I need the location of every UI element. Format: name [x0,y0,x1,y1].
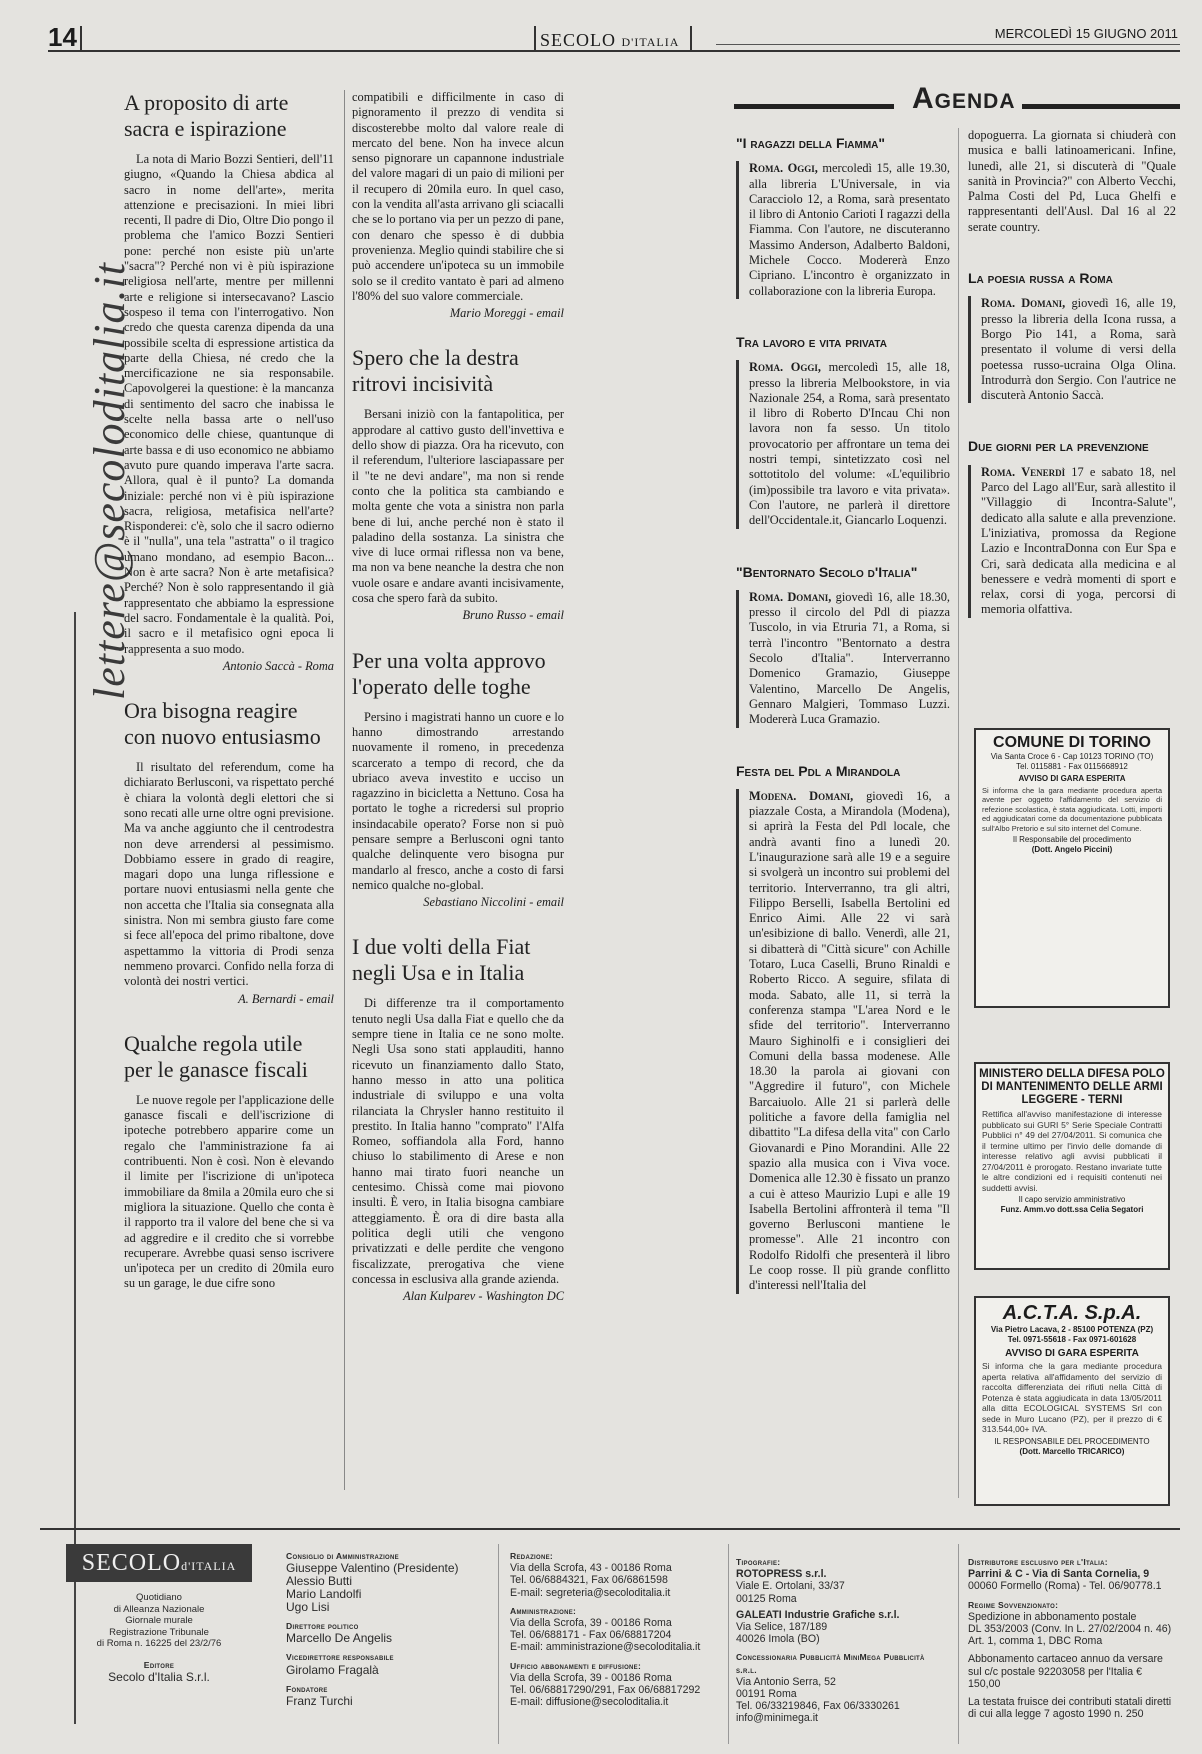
letter-article-continued [352,90,564,321]
article-body: Persino i magistrati hanno un cuore e lo hanno dimostrando arrestando nuovamente il romeno, in precedenza scarcerato a tempo di record, che da ubriaco aveva investito e ucciso un ragazzino in bicicletta a Nettuno. Cosa ha portato le toghe a ricredersi sul proprio insindacabile operato? Forse non si può pensare sempre a Berlusconi ogni tanto qualche delinquente vero bisogna pur mandarlo al fresco, anche a costo di farsi nemico qualche no-global. [352,709,564,892]
agenda-text: mercoledì 15, alle 18, presso la libreria Melbookstore, in via Nazionale 254, a Roma, sarà presentato il libro di Roberto D'Incau Chi non lavora non fa sesso. Un titolo provocatorio per affrontare un tema dei nostri tempi, sintetizzato così nel sottotitolo del volume: «L'equilibrio (im)possibile tra lavoro e vita privata». Con l'autore, ne parlerà il direttore dell'Occidentale.it, Giancarlo Loquenzi. [749,360,950,528]
agenda-column-1 [736,136,950,1330]
colophon-staff [286,1550,486,1708]
agenda-column-2 [968,128,1176,654]
colophon-value: 00191 Roma [736,1688,797,1701]
header-rule [48,50,1180,52]
column-rule [344,90,345,1490]
colophon-value: info@minimega.it [736,1712,818,1725]
article-title: Per una volta approvo l'operato delle toghe [352,647,546,699]
colophon-value: 00060 Formello (Roma) - Tel. 06/90778.1 [968,1580,1162,1593]
article-body: La nota di Mario Bozzi Sentieri, dell'11 giugno, «Quando la Chiesa abdica al sacro in nome dell'arte», merita attenzione e precisazioni. In miei libri recenti, Il padre di Dio, Oltre Dio pongo il problema che l'amico Bozzi Sentieri pone: perché non esiste più un'arte "sacra"? Perché non vi è più ispirazione religiosa nell'arte, mentre per millenni arte e religione si intersecavano? Lascio sospeso il tema con l'interrogativo. Non credo che questa carenza dipenda da una possibile scelta di espressione artistica da parte della Chiesa, né credo che la mercificazione ne sia responsabile. Capovolgerei la questione: è la mancanza di sentimento del sacro che inabissa le scelte nella bassa arte o nell'uso economico delle chiese, quantunque di arte bassa e di uso economico ne abbiamo avuto pure quando imperava l'arte sacra. Allora, qual è il punto? La domanda iniziale: perché non vi è più ispirazione sacra, religiosa, metafisica nell'arte? Risponderei: c'è, solo che il sacro odierno è il "nulla", una tela "astratta" o il tragico umano mondano, ad esempio Bacon... Non è arte sacra? Non è arte metafisica? Perché? Non è solo rappresentando il già rappresentato che abbiamo la espressione del sacro. Fondamentale è la qualità. Poi, il sacro e il metafisico ogni epoca li rappresenta a suo modo. [124,152,334,656]
agenda-text: 17 e sabato 18, nel Parco del Lago all'Eur, sarà allestito il "Villaggio di Incontra-Salute", dedicato alla salute e alla prevenzione. L'iniziativa, promossa da Regione Lazio e IncontraDonna con Eur Spa e Cri, sarà dedicata alla medicina e al benessere e vedrà momenti di sport e relax, corsi di yoga, percorsi di memoria olfattiva. [981,464,1176,617]
colophon-value: Mario Landolfi [286,1587,362,1602]
article-signature: A. Bernardi - email [238,991,334,1006]
ad-footer: Il Responsabile del procedimento [1012,835,1132,845]
header-rule [716,44,1180,45]
agenda-item [736,136,950,299]
colophon-value: Via della Scrofa, 39 - 00186 Roma [510,1671,672,1684]
agenda-item-heading: Due giorni per la prevenzione [968,438,1149,455]
ad-title: COMUNE DI TORINO [993,734,1151,751]
ad-signatory: (Dott. Marcello TRICARICO) [1019,1446,1125,1456]
article-title: Spero che la destra ritrovi incisività [352,345,519,397]
agenda-rule [734,104,894,109]
agenda-item-heading: La poesia russa a Roma [968,270,1113,287]
section-brand [38,90,134,740]
ad-address: Via Santa Croce 6 - Cap 10123 TORINO (TO) [990,752,1154,761]
ad-body: Si informa che la gara mediante procedura aperta avente per oggetto l'affidamento del servizio di refezione scolastica, è stata aggiudicata. Lotti, importi ed aggiudicatari come da documentazione pubblicata sull'Albo Pretorio e sul sito internet del Comune. [982,786,1162,833]
colophon-tagline [66,1592,252,1684]
letters-column-2 [352,90,564,1328]
agenda-place: Roma. [981,296,1016,311]
ad-phone: Tel. 0115881 - Fax 0115668912 [1016,762,1128,771]
article-body: Di differenze tra il comportamento tenuto negli Usa dalla Fiat e quello che da sempre tiene in Italia ce ne sono molte. Negli Usa sono stati applauditi, hanno ricevuto un finanziamento dallo Stato, hanno messo in atto una politica industriale di sviluppo e una volta rilanciata la Chrysler hanno restituito il prestito. In Italia hanno "comprato" l'Alfa Romeo, soffiandola alla Ford, hanno chiuso lo stabilimento di Arese e non hanno mai tirato fuori neanche un centesimo. Chissà come mai piovono insulti. È vero, in Italia bisogna cambiare atteggiamento. È ora di dire basta alla politica degli utili che vengono privatizzati e delle perdite che vengono fiscalizzate, prerogativa che viene concessa in esclusiva alla grande azienda. [352,996,564,1286]
agenda-text: mercoledì 15, alle 19.30, alla libreria L'Universale, in via Caracciolo 12, a Roma, sarà presentato il libro di Antonio Carioti I ragazzi della Fiamma. Con l'autore, ne discuteranno Massimo Anderson, Adalberto Baldoni, Michele Cocco. Modererà Enzo Cipriano. L'incontro è organizzato in collaborazione con la libreria Europa. [749,161,950,298]
legal-notice-ad [974,1062,1170,1270]
header-divider [80,26,82,52]
agenda-item [736,565,950,728]
colophon-label: Direttore politico [286,1621,359,1632]
colophon-value: Tel. 06/688171 - Fax 06/68817204 [510,1629,672,1642]
agenda-item [968,439,1176,617]
header-divider [534,26,536,52]
colophon-printing [736,1556,946,1725]
agenda-text: giovedì 16, alle 18.30, presso il circolo del Pdl di piazza Tuscolo, in via Etruria 71, a Roma, si terrà l'incontro "Bentornato a destra Secolo d'Italia". Interverranno Domenico Gramazio, Giuseppe Valentino, Marcello De Angelis, Gennaro Malgieri, Tommaso Luzzi. Modererà Luca Gramazio. [749,589,950,727]
agenda-place: Modena. [749,788,797,803]
colophon-value: Art. 1, comma 1, DBC Roma [968,1635,1103,1648]
tagline-line: Quotidiano [136,1592,182,1603]
colophon-value: E-mail: segreteria@secoloditalia.it [510,1586,671,1599]
colophon-label: Vicedirettore responsabile [286,1652,394,1663]
article-signature: Mario Moreggi - email [449,306,564,321]
colophon-value: Tel. 06/68817290/291, Fax 06/68817292 [510,1684,701,1697]
article-body: Bersani iniziò con la fantapolitica, per approdare al cattivo gusto dell'invettiva e dello show di piazza. Ora ha ricevuto, con il referendum, l'ulteriore lasciapassare per il "te ne devi andare", ma non si rende conto che la politica sta cambiando e molta gente che vota a sinistra non parla bene di lui, anche perché non è stato il paladino della sostanza. La sinistra che vive di luce ormai riflessa non va bene, ma non va bene neanche la destra che non vuole osare e andare avanti incisivamente, cosa che spero farà da subito. [352,407,564,606]
ad-title: A.C.T.A. S.p.A. [1002,1302,1142,1324]
ad-subtitle: AVVISO DI GARA ESPERITA [1018,774,1126,783]
article-title: I due volti della Fiat negli Usa e in Italia [352,934,531,986]
article-signature: Antonio Saccà - Roma [222,658,334,673]
colophon-value: Viale E. Ortolani, 33/37 [736,1580,845,1593]
tagline-line: di Roma n. 16225 del 23/2/76 [96,1638,222,1649]
agenda-when: Domani, [787,589,832,604]
ad-body: Rettifica all'avviso manifestazione di interesse pubblicato sui GURI 5° Serie Speciale Contratti Pubblici n° 49 del 27/04/2011. Si comunica che il termine ultimo per l'invio delle domande di interesse relativo agli avvisi pubblicati il 27/04/2011 è prorogato. Restano invariate tutte le altre condizioni ed i requisiti contenuti nei suddetti avvisi. [982,1109,1162,1193]
colophon-label: Ufficio abbonamenti e diffusione: [510,1660,642,1671]
colophon-label: Tipografie: [736,1557,781,1567]
agenda-title: Agenda [912,82,1016,115]
agenda-when: Domani, [1021,296,1066,311]
colophon-value: Tel. 06/33219846, Fax 06/3330261 [736,1700,900,1713]
colophon-label: Regime Sovvenzionato: [968,1599,1059,1610]
agenda-item [968,271,1176,403]
footer-rule [40,1528,1180,1530]
agenda-item [736,335,950,529]
agenda-text: giovedì 16, alle 19, presso la libreria della Icona russa, a Borgo Pio 141, a Roma, sarà presentato il volume di versi della poetessa russo-ucraina Olga Olina. Introdurrà don Sergio. Con l'autrice ne discuterà Antonio Saccà. [981,296,1176,403]
ad-subtitle: AVVISO DI GARA ESPERITA [1005,1348,1139,1359]
colophon-value: E-mail: amministrazione@secoloditalia.it [510,1641,701,1654]
ad-footer: IL RESPONSABILE DEL PROCEDIMENTO [994,1436,1150,1446]
agenda-item-continued [968,128,1176,235]
agenda-when: Oggi, [790,360,821,375]
article-title: Ora bisogna reagire con nuovo entusiasmo [124,698,321,750]
letter-article [124,1031,334,1292]
agenda-place: Roma. [981,464,1016,479]
colophon-label: Fondatore [286,1683,328,1694]
colophon-value: Via della Scrofa, 39 - 00186 Roma [510,1617,672,1630]
article-body: Il risultato del referendum, come ha dichiarato Berlusconi, va rispettato perché è chiara la volontà degli elettori che si sono recati alle urne oltre ogni previsione. Ma va anche aggiunto che il centrodestra non deve arrendersi al pessimismo. Dobbiamo essere in grado di reagire, magari dopo una lunga riflessione e portare nuovi entusiasmi nella gente che non accetta che l'Italia sia consegnata alla sinistra. Non mi sembra giusto fare come si fece all'epoca del primo ribaltone, dove aspettammo la vittoria di Prodi senza nemmeno provarci. Confido nella forza di volontà dei nostri vertici. [124,760,334,989]
article-signature: Alan Kulparev - Washington DC [403,1289,564,1304]
agenda-item-heading: Tra lavoro e vita privata [736,333,887,350]
agenda-text: giovedì 16, a piazzale Costa, a Mirandola (Modena), si aprirà la Festa del Pdl locale, che andrà avanti fino a lunedì 20. L'inaugurazione sarà alle 19 e a seguire si svolgerà un incontro sui problemi del territorio. Interverranno, tra gli altri, Filippo Berselli, Isabella Bertolini ed Enrico Aimi. Alle 22 vi sarà un'esibizione di ballo. Venerdì, alle 21, si dibatterà di "Città sicure" con Achille Totaro, Luca Caselli, Bruno Rinaldi e Roberto Ricco. A seguire, sfilata di moda. Sabato, alle 11, si terrà la conferenza stampa "L'area Nord e le sfide del territorio". Interverranno Mauro Sighinolfi e i consiglieri dei Comuni della bassa modenese. Alle 18.30 la parola ai giovani con "Aggredire il futuro", con Michele Barcaiuolo. Alle 21 si parlerà delle politiche a favore della famiglia nel dibattito "La difesa della vita" con Carlo Giovanardi e Pino Morandini. Alle 22 spazio alla musica con i Viva voce. Domenica alle 12.30 è fissato un pranzo a cui è atteso Maurizio Lupi e alle 19 Isabella Bertolini affronterà il tema "Il governo Berlusconi mantiene le promesse". Alle 21 incontro con Rodolfo Ridolfi che presenterà il libro Le coop rosse. Il più grande conflitto d'interessi nell'Italia del [749,788,950,1293]
article-body: Le nuove regole per l'applicazione delle ganasce fiscali e dell'iscrizione di ipoteche potrebbero apparire come un regalo che l'amministrazione fa ai contribuenti. Non è così. Non è elevando il limite per l'iscrizione di un'ipoteca immobiliare da 8mila a 20mila euro che si migliora la situazione. Quello che conta è il rapporto tra il valore del bene che si va ad aggredire e il credito che si vorrebbe recuperare. Avrebbe quasi senso iscrivere un'ipoteca per un credito di 20mila euro su un garage, le due cifre sono [124,1092,334,1291]
letter-article [352,345,564,623]
agenda-place: Roma. [749,161,784,176]
colophon-label: Distributore esclusivo per l'Italia: [968,1557,1108,1567]
legal-notice-ad [974,1296,1170,1506]
footer-divider [728,1544,729,1744]
colophon-value: Parrini & C - Via di Santa Cornelia, 9 [968,1568,1150,1581]
colophon-value: Via Antonio Serra, 52 [736,1675,836,1688]
article-signature: Sebastiano Niccolini - email [423,895,564,910]
header-divider [690,26,692,52]
agenda-item-heading: "Bentornato Secolo d'Italia" [736,563,918,580]
footer-divider [498,1544,499,1744]
agenda-item-heading: Festa del Pdl a Mirandola [736,762,901,779]
tagline-line: di Alleanza Nazionale [113,1603,205,1615]
colophon-value: Girolamo Fragalà [286,1662,379,1677]
colophon-distribution [968,1556,1176,1720]
colophon-label: Consiglio di Amministrazione [286,1551,399,1561]
article-body: compatibili e difficilmente in caso di pignoramento il prezzo di vendita si discosterebbe molto dal valore reale di mercato del bene. Non ha invece alcun senso pignorare un capannone industriale del valore magari di un paio di milioni per il recupero di 20mila euro. In quel caso, con la vendita all'asta arrivano gli sciacalli che se lo portano via per un pezzo di pane, con denaro che spesso è di dubbia provenienza. Meglio quindi stabilire che si può accendere un'ipoteca su un immobile solo se il credito vantato è pari ad almeno l'80% del suo valore commerciale. [352,90,564,303]
colophon-value: Secolo d'Italia S.r.l. [108,1670,210,1684]
ad-body: Si informa che la gara mediante procedura aperta relativa all'affidamento del servizio di raccolta differenziata dei rifiuti nella Città di Potenza è stata aggiudicata in data 13/05/2011 alla ditta ECOLOGICAL SYSTEMS Srl con sede in Muro Lucano (PZ), per il prezzo di € 313.544,00+ IVA. [982,1361,1162,1434]
ad-signatory: Funz. Amm.vo dott.ssa Celia Segatori [1000,1205,1144,1214]
ad-address: Via Pietro Lacava, 2 - 85100 POTENZA (PZ) [990,1325,1154,1334]
agenda-place: Roma. [749,589,784,604]
colophon-value: Abbonamento cartaceo annuo da versare sul c/c postale 92203058 per l'Italia € 150,00 [968,1653,1163,1690]
colophon-value: Franz Turchi [286,1693,353,1708]
colophon-value: E-mail: diffusione@secoloditalia.it [510,1696,669,1709]
agenda-text: dopoguerra. La giornata si chiuderà con musica e balli latinoamericani. Infine, lunedì, alle 21, si discuterà di "Quale sanità in Provincia?" con Alberto Vecchi, Palma Costi del Pd, Luca Ghelfi e rappresentanti dell'Ausl. Dal 16 al 22 serate country. [968,128,1176,234]
agenda-when: Venerdì [1021,464,1066,479]
colophon-value: Via Selice, 187/189 [736,1621,828,1634]
colophon-value: Giuseppe Valentino (Presidente) [286,1561,459,1576]
page-number: 14 [48,22,77,52]
colophon-value: Spedizione in abbonamento postale [968,1610,1137,1623]
colophon-label: Editore [143,1659,175,1670]
colophon-value: 00125 Roma [736,1592,797,1605]
colophon-contacts [510,1550,720,1708]
tagline-line: Registrazione Tribunale [109,1626,209,1638]
agenda-when: Domani, [809,788,854,803]
colophon-value: 40026 Imola (BO) [736,1633,820,1646]
article-title: Qualche regola utile per le ganasce fiscali [124,1030,308,1082]
agenda-rule [1022,104,1180,109]
colophon-value: Tel. 06/6884321, Fax 06/6861598 [510,1574,668,1587]
colophon-value: Ugo Lisi [286,1600,330,1615]
letter-article [124,90,334,674]
colophon-label: Redazione: [510,1551,554,1561]
letter-article [352,934,564,1304]
agenda-when: Oggi, [787,161,818,176]
article-title: A proposito di arte sacra e ispirazione [124,90,289,141]
newspaper-logo: SECOLOd'ITALIA [66,1544,252,1582]
ad-signatory: (Dott. Angelo Piccini) [1031,845,1113,855]
tagline-line: Giornale murale [125,1615,193,1626]
agenda-place: Roma. [749,360,784,375]
letter-article [352,648,564,911]
colophon-value: GALEATI Industrie Grafiche s.r.l. [736,1608,900,1621]
colophon-value: DL 353/2003 (Conv. In L. 27/02/2004 n. 46) [968,1623,1172,1636]
colophon-value: La testata fruisce dei contributi statali diretti di cui alla legge 7 agosto 1990 n. 250 [968,1696,1172,1721]
column-rule [958,128,959,1498]
letter-article [124,698,334,1007]
ad-title: MINISTERO DELLA DIFESA POLO DI MANTENIMENTO DELLE ARMI LEGGERE - TERNI [979,1068,1165,1106]
masthead: SECOLO D'ITALIA [540,30,680,50]
ad-footer: Il capo servizio amministrativo [1018,1195,1126,1204]
agenda-item [736,764,950,1294]
section-email: lettere@secoloditalia.it [85,262,134,700]
footer-divider [958,1544,959,1744]
colophon-label: Concessionaria Pubblicità MiniMega Pubblicità s.r.l. [736,1652,925,1675]
ad-phone: Tel. 0971-55618 - Fax 0971-601628 [1007,1335,1137,1344]
legal-notice-ad [974,728,1170,1008]
issue-date: MERCOLEDÌ 15 GIUGNO 2011 [994,26,1178,41]
colophon-value: Marcello De Angelis [286,1631,393,1646]
colophon-value: Via della Scrofa, 43 - 00186 Roma [510,1562,672,1575]
colophon-value: Alessio Butti [286,1574,353,1589]
colophon-value: ROTOPRESS s.r.l. [736,1568,827,1581]
letters-column-1 [124,90,334,1292]
agenda-item-heading: "I ragazzi della Fiamma" [736,135,886,151]
article-signature: Bruno Russo - email [462,608,564,623]
colophon-label: Amministrazione: [510,1605,577,1616]
